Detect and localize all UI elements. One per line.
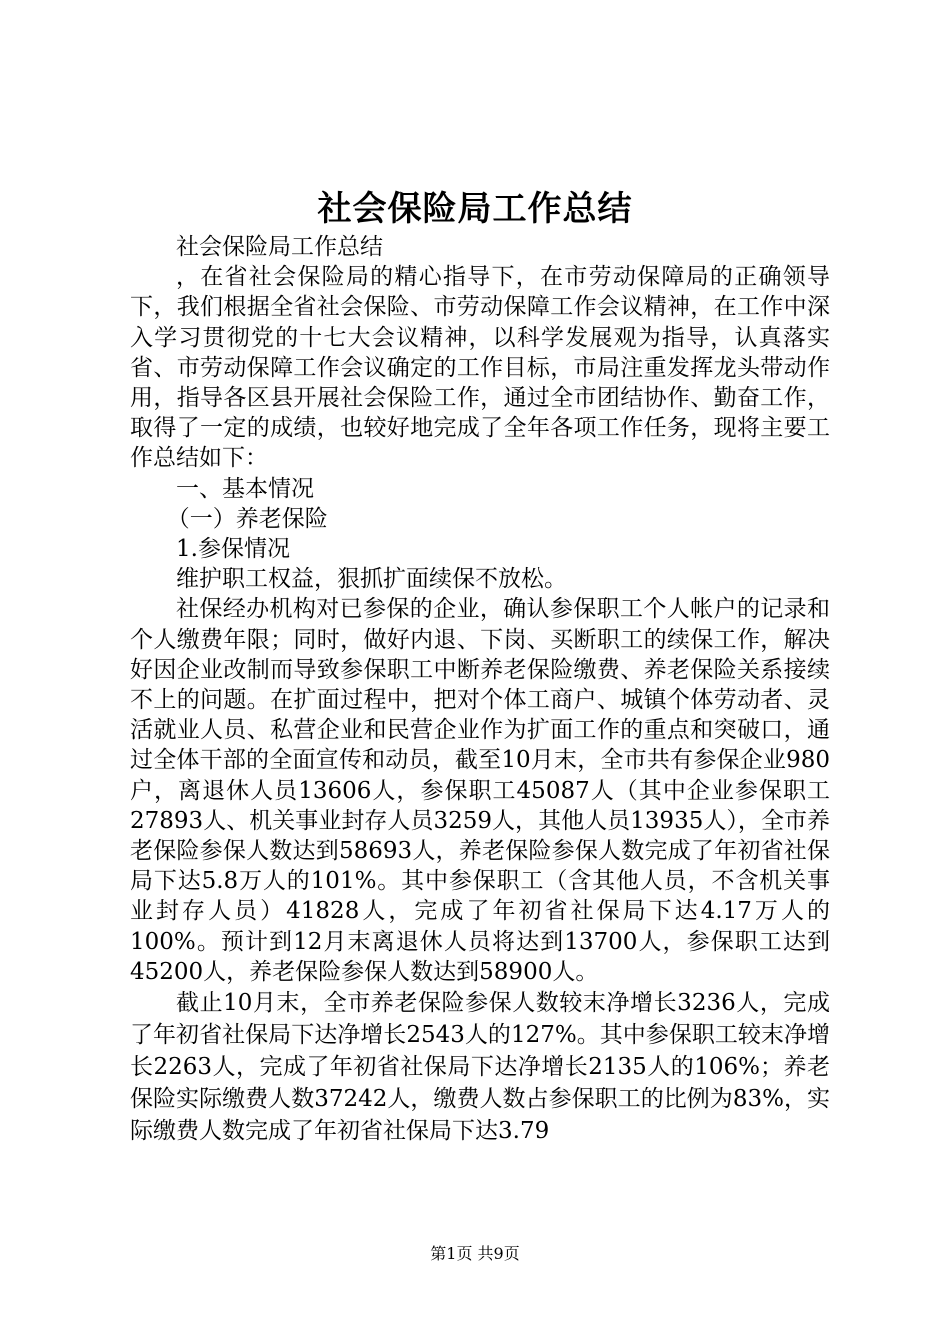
document-title: 社会保险局工作总结 [317, 189, 633, 229]
paragraph-intro: ，在省社会保险局的精心指导下，在市劳动保障局的正确领导下，我们根据全省社会保险、市劳动保障工作会议精神，在工作中深入学习贯彻党的十七大会议精神，以科学发展观为指导，认真落实省、市劳动保障工作会议确定的工作目标，市局注重发挥龙头带动作用，指导各区县开展社会保险工作，通过全市团结协作、勤奋工作，取得了一定的成绩，也较好地完成了全年各项工作任务，现将主要工作总结如下： [130, 264, 830, 472]
heading-basic-situation: 一、基本情况 [176, 475, 314, 502]
heading-pension-insurance: （一）养老保险 [166, 505, 328, 532]
page-number: 第1页 共9页 [430, 1244, 520, 1263]
paragraph-rights: 维护职工权益，狠抓扩面续保不放松。 [176, 566, 567, 593]
heading-enrollment: 1.参保情况 [176, 536, 290, 563]
paragraph-enrollment-details: 社保经办机构对已参保的企业，确认参保职工个人帐户的记录和个人缴费年限；同时，做好内退、下岗、买断职工的续保工作，解决好因企业改制而导致参保职工中断养老保险缴费、养老保险关系接续不上的问题。在扩面过程中，把对个体工商户、城镇个体劳动者、灵活就业人员、私营企业和民营企业作为扩面工作的重点和突破口，通过全体干部的全面宣传和动员，截至10月末，全市共有参保企业980户，离退休人员13606人，参保职工45087人（其中企业参保职工27893人、机关事业封存人员3259人，其他人员13935人），全市养老保险参保人数达到58693人，养老保险参保人数完成了年初省社保局下达5.8万人的101%。其中参保职工（含其他人员，不含机关事业封存人员）41828人，完成了年初省社保局下达4.17万人的100%。预计到12月末离退休人员将达到13700人，参保职工达到45200人，养老保险参保人数达到58900人。 [130, 596, 830, 985]
paragraph-growth: 截止10月末，全市养老保险参保人数较末净增长3236人，完成了年初省社保局下达净增长2543人的127%。其中参保职工较末净增长2263人，完成了年初省社保局下达净增长2135人的106%；养老保险实际缴费人数37242人，缴费人数占参保职工的比例为83%，实际缴费人数完成了年初省社保局下达3.79 [130, 990, 830, 1145]
paragraph-subtitle: 社会保险局工作总结 [176, 234, 383, 260]
document-body [130, 232, 830, 1147]
